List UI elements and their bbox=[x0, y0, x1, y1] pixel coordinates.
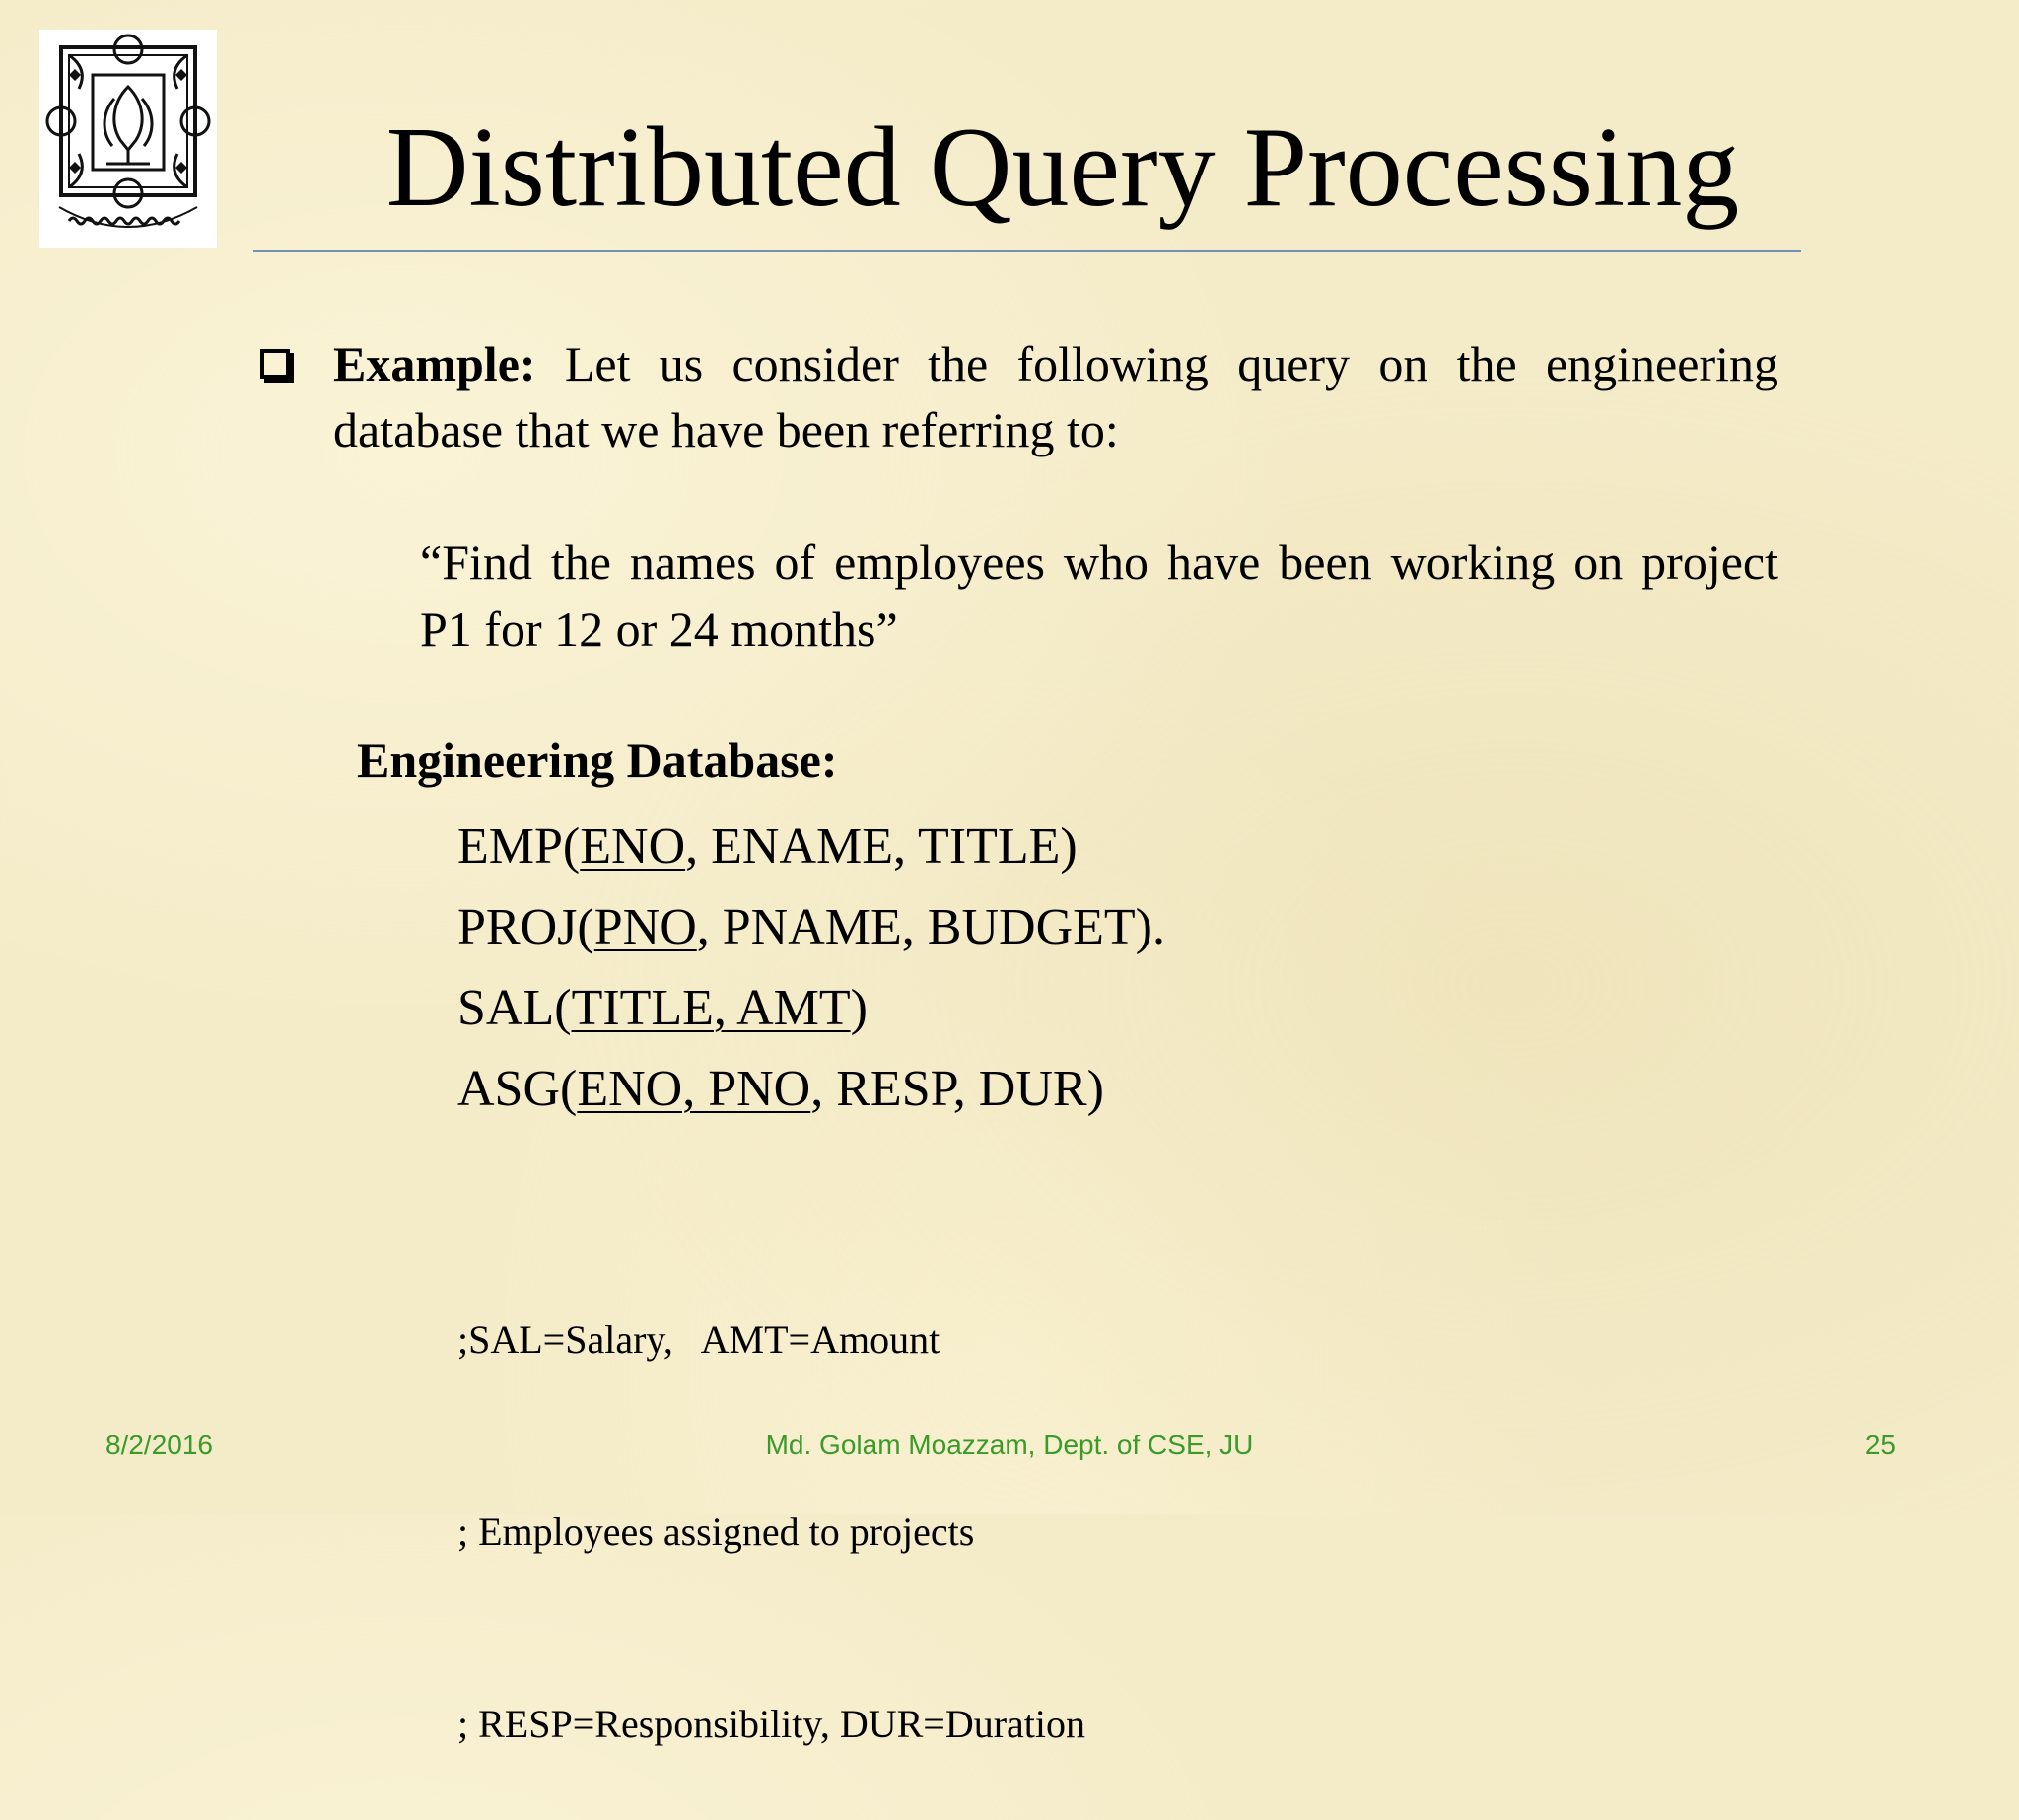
footer-date: 8/2/2016 bbox=[105, 1430, 213, 1460]
example-bullet bbox=[258, 331, 1778, 463]
university-logo bbox=[39, 30, 217, 248]
schema-sal bbox=[457, 968, 1165, 1049]
example-text: Let us consider the following query on the engineering database that we have been referring to: bbox=[333, 336, 1778, 457]
schema-asg-rest: , RESP, DUR) bbox=[810, 1061, 1104, 1117]
schema-emp-key: ENO bbox=[580, 818, 686, 875]
database-heading: Engineering Database: bbox=[357, 733, 838, 788]
schema-emp-rest: , ENAME, TITLE) bbox=[685, 818, 1078, 875]
schema-sal-prefix: SAL( bbox=[457, 980, 572, 1036]
schema-emp-prefix: EMP( bbox=[457, 818, 581, 875]
title-divider bbox=[253, 250, 1801, 252]
schema-asg-prefix: ASG( bbox=[457, 1061, 578, 1117]
note-line: ; RESP=Responsibility, DUR=Duration bbox=[457, 1702, 1086, 1746]
schema-asg bbox=[457, 1049, 1165, 1130]
schema-sal-key: TITLE, AMT bbox=[571, 980, 851, 1036]
checkbox-bullet-icon bbox=[260, 349, 290, 379]
schema-notes bbox=[457, 1179, 1085, 1820]
schema-proj-key: PNO bbox=[593, 899, 697, 955]
query-quote: “Find the names of employees who have been working on project P1 for 12 or 24 months” bbox=[420, 534, 1778, 657]
example-paragraph bbox=[333, 331, 1778, 463]
slide-title: Distributed Query Processing bbox=[385, 105, 1740, 231]
schema-asg-key: ENO, PNO bbox=[577, 1061, 811, 1117]
note-line: ; Employees assigned to projects bbox=[457, 1509, 975, 1554]
page-number: 25 bbox=[1864, 1430, 1896, 1460]
example-label: Example: bbox=[333, 336, 536, 391]
schema-list bbox=[457, 806, 1165, 1130]
schema-emp bbox=[457, 806, 1165, 887]
university-crest-icon bbox=[39, 30, 217, 248]
footer-author: Md. Golam Moazzam, Dept. of CSE, JU bbox=[765, 1430, 1254, 1460]
schema-proj bbox=[457, 887, 1165, 968]
note-line: ;SAL=Salary, AMT=Amount bbox=[457, 1317, 940, 1362]
schema-proj-rest: , PNAME, BUDGET). bbox=[696, 899, 1165, 955]
schema-sal-rest: ) bbox=[850, 980, 868, 1036]
schema-proj-prefix: PROJ( bbox=[457, 899, 594, 955]
